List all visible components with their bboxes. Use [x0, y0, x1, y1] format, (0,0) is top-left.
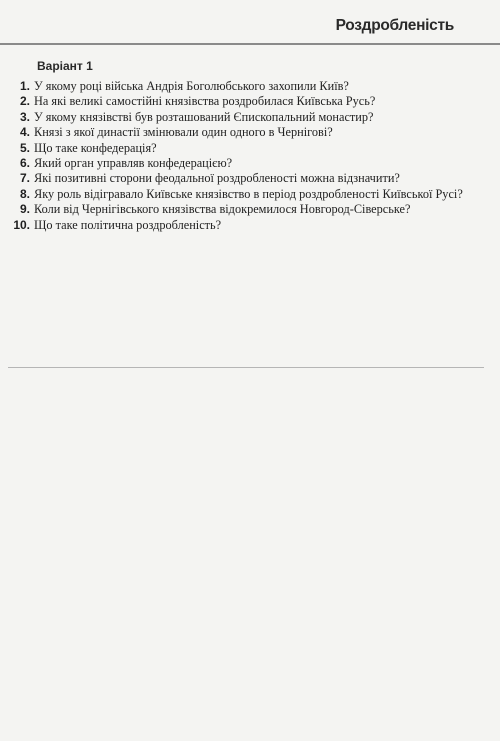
question-item	[8, 126, 478, 139]
question-text: Князі з якої династії змінювали один одного в Чернігові?	[34, 125, 333, 140]
question-list	[8, 80, 478, 234]
question-number: 10.	[13, 217, 30, 232]
question-text: Що таке конфедерація?	[34, 140, 157, 155]
question-item	[8, 157, 478, 170]
page-title: Роздробленість	[335, 17, 454, 34]
section-divider	[8, 367, 484, 368]
question-number: 1.	[19, 79, 30, 93]
question-text: Який орган управляв конфедерацією?	[34, 155, 233, 170]
question-text: Що таке політична роздробленість?	[34, 217, 222, 232]
question-number: 3.	[19, 109, 30, 124]
question-item	[8, 95, 478, 108]
header-divider	[0, 43, 500, 45]
variant-label: Варіант 1	[37, 59, 93, 73]
question-number: 6.	[19, 155, 30, 170]
page-header	[0, 0, 500, 44]
question-number: 4.	[19, 125, 30, 140]
question-number: 8.	[19, 186, 30, 201]
question-item	[8, 111, 478, 124]
question-number: 2.	[19, 94, 30, 109]
question-text: Які позитивні сторони феодальної роздробленості можна відзначити?	[34, 171, 400, 186]
question-number: 5.	[19, 140, 30, 155]
question-text: У якому році війська Андрія Боголюбського захопили Київ?	[34, 79, 349, 93]
question-text: На які великі самостійні князівства роздробилася Київська Русь?	[34, 94, 376, 109]
question-item	[8, 203, 478, 216]
question-item	[8, 142, 478, 155]
question-text: Яку роль відігравало Київське князівство в період роздробленості Київської Русі?	[34, 186, 463, 201]
question-item	[8, 219, 478, 232]
question-item	[8, 80, 478, 93]
question-item	[8, 172, 478, 185]
question-text: Коли від Чернігівського князівства відокремилося Новгород-Сіверське?	[34, 202, 411, 217]
question-number: 7.	[19, 171, 30, 186]
question-number: 9.	[19, 202, 30, 217]
question-item	[8, 188, 478, 201]
question-text: У якому князівстві був розташований Єпископальний монастир?	[34, 109, 374, 124]
